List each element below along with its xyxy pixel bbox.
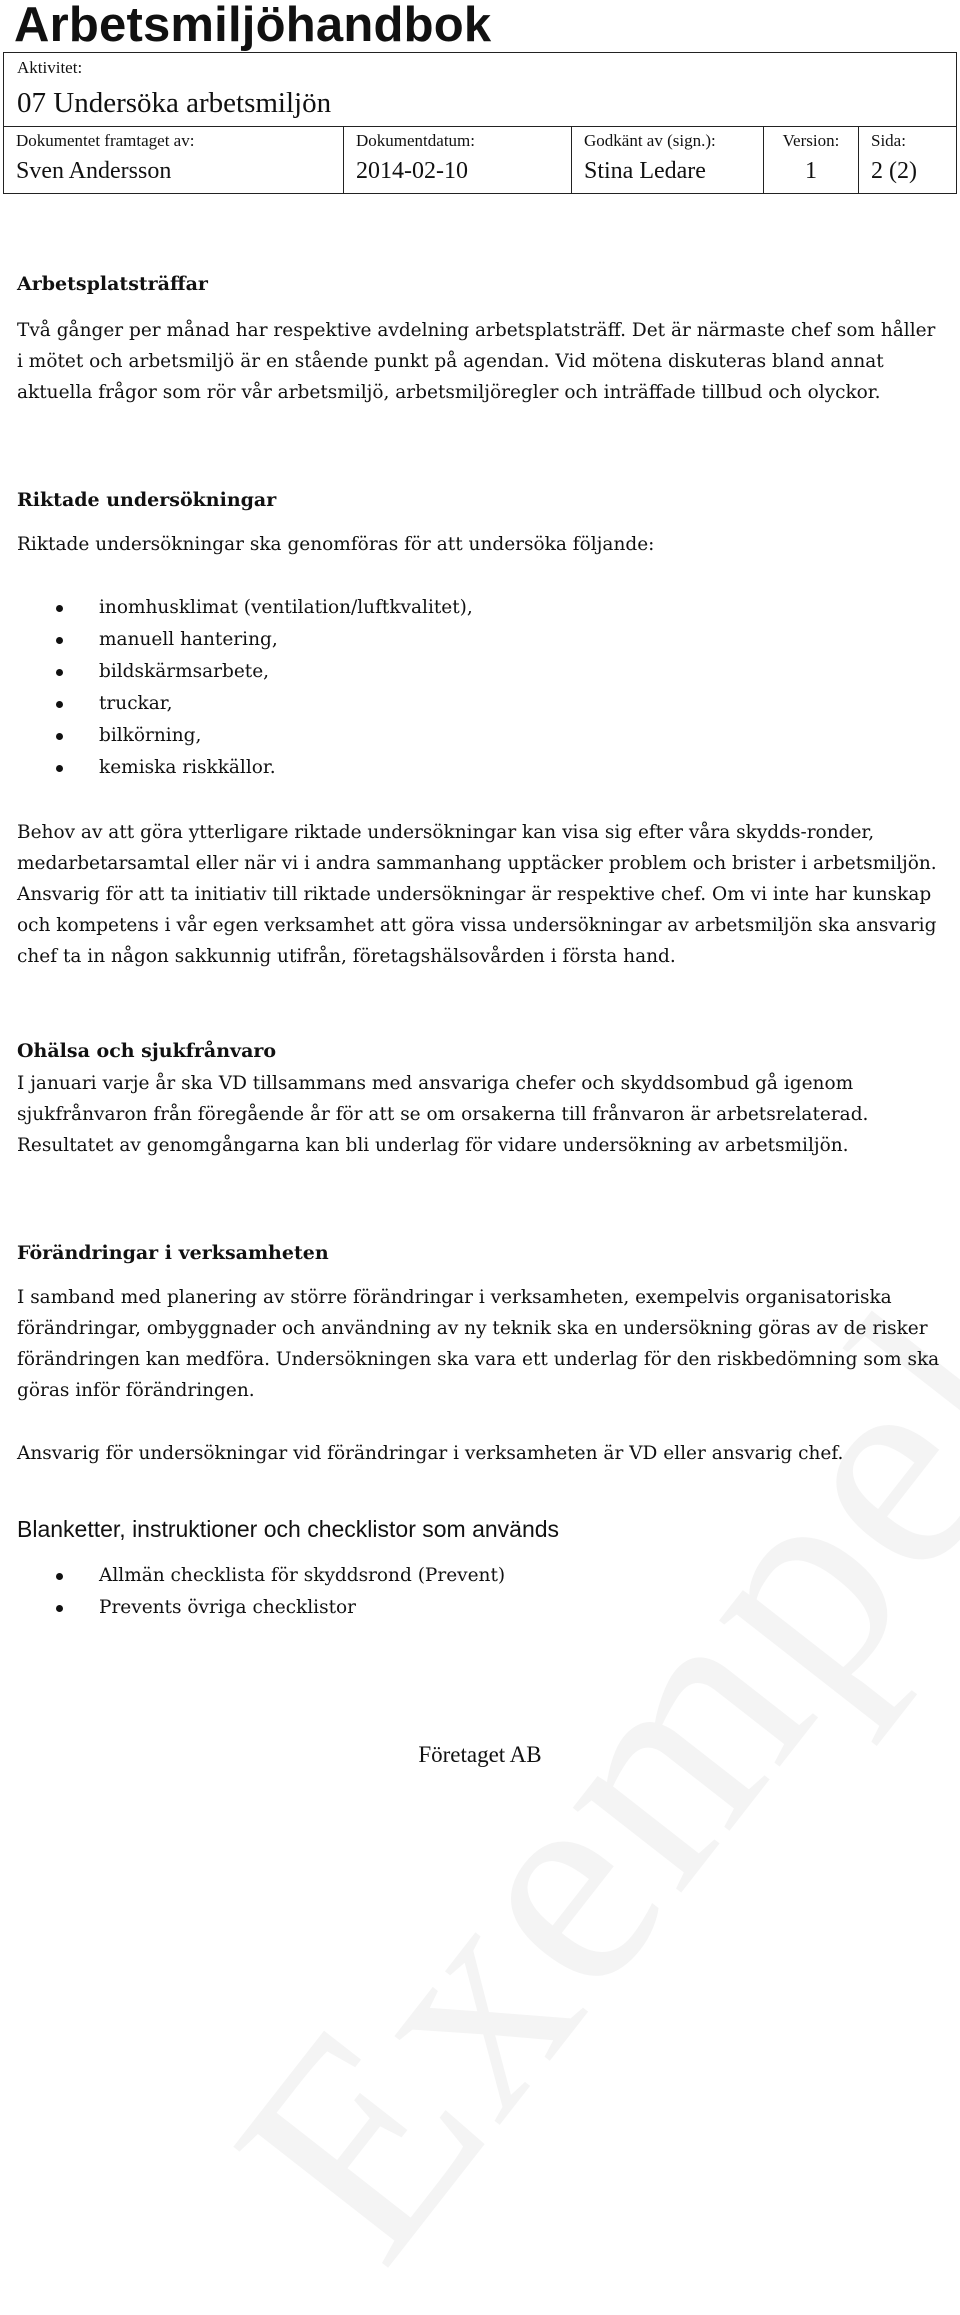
section-heading-ill-health: Ohälsa och sjukfrånvaro bbox=[17, 1040, 277, 1062]
document-title: Arbetsmiljöhandbok bbox=[14, 0, 492, 52]
activity-label: Aktivitet: bbox=[17, 58, 83, 77]
activity-value: 07 Undersöka arbetsmiljön bbox=[17, 87, 332, 119]
targeted-paragraph: Behov av att göra ytterligare riktade undersökningar kan visa sig efter våra skydds-ronder, medarbetarsamtal eller när vi i andra sammanhang upptäcker problem och brister i arbetsmiljön. Ansvarig för att ta initiativ till riktade undersökningar är respektive chef. Om vi inte har kunskap och kompetens i vår egen verksamhet att göra vissa undersökningar av arbetsmiljön ska ansvarig chef ta in någon sakkunnig utifrån, företagshälsovården i första hand. bbox=[17, 822, 937, 967]
list-item: bilkörning, bbox=[17, 720, 947, 752]
version-cell bbox=[763, 126, 858, 193]
activity-row bbox=[4, 53, 956, 127]
author-label: Dokumentet framtaget av: bbox=[16, 131, 195, 150]
page-cell bbox=[858, 126, 955, 193]
author-cell bbox=[4, 126, 343, 193]
list-item: manuell hantering, bbox=[17, 624, 947, 656]
approved-value: Stina Ledare bbox=[584, 158, 706, 184]
list-item: truckar, bbox=[17, 688, 947, 720]
approved-label: Godkänt av (sign.): bbox=[584, 131, 716, 150]
approved-cell bbox=[571, 126, 763, 193]
changes-paragraph: I samband med planering av större förändringar i verksamheten, exempelvis organisatoriska förändringar, ombyggnader och användning av ny teknik ska en undersökning göras av de risker förändringen kan medföra. Undersökningen ska vara ett underlag för den riskbedömning som ska göras inför förändringen. bbox=[17, 1287, 940, 1401]
workplace-meetings-paragraph: Två gånger per månad har respektive avdelning arbetsplatsträff. Det är närmaste chef som håller i mötet och arbetsmiljö är en stående punkt på agendan. Vid mötena diskuteras bland annat aktuella frågor som rör vår arbetsmiljö, arbetsmiljöregler och inträffade tillbud och olyckor. bbox=[17, 320, 936, 403]
targeted-list bbox=[17, 592, 947, 784]
section-heading-targeted: Riktade undersökningar bbox=[17, 489, 277, 511]
author-value: Sven Andersson bbox=[16, 158, 172, 184]
date-label: Dokumentdatum: bbox=[356, 131, 475, 150]
meta-row bbox=[4, 126, 956, 193]
targeted-intro: Riktade undersökningar ska genomföras för att undersöka följande: bbox=[17, 534, 655, 555]
section-heading-forms: Blanketter, instruktioner och checklistor som används bbox=[17, 1516, 560, 1542]
section-heading-workplace-meetings: Arbetsplatsträffar bbox=[17, 273, 208, 295]
changes-responsibility-paragraph: Ansvarig för undersökningar vid förändringar i verksamheten är VD eller ansvarig chef. bbox=[17, 1443, 844, 1464]
list-item: Allmän checklista för skyddsrond (Prevent) bbox=[17, 1560, 947, 1592]
version-label: Version: bbox=[782, 131, 840, 150]
document-header-table bbox=[3, 52, 957, 194]
ill-health-paragraph: I januari varje år ska VD tillsammans med ansvariga chefer och skyddsombud gå igenom sjukfrånvaron från föregående år för att se om orsakerna till frånvaron är arbetsrelaterad. Resultatet av genomgångarna kan bli underlag för vidare undersökning av arbetsmiljön. bbox=[17, 1073, 869, 1156]
list-item: bildskärmsarbete, bbox=[17, 656, 947, 688]
date-value: 2014-02-10 bbox=[356, 158, 468, 184]
page-value: 2 (2) bbox=[871, 158, 917, 184]
list-item: kemiska riskkällor. bbox=[17, 752, 947, 784]
page-label: Sida: bbox=[871, 131, 906, 150]
date-cell bbox=[343, 126, 571, 193]
list-item: inomhusklimat (ventilation/luftkvalitet), bbox=[17, 592, 947, 624]
forms-list bbox=[17, 1560, 947, 1624]
footer-company: Företaget AB bbox=[418, 1742, 542, 1767]
section-heading-changes: Förändringar i verksamheten bbox=[17, 1242, 329, 1264]
list-item: Prevents övriga checklistor bbox=[17, 1592, 947, 1624]
version-value: 1 bbox=[805, 158, 817, 184]
